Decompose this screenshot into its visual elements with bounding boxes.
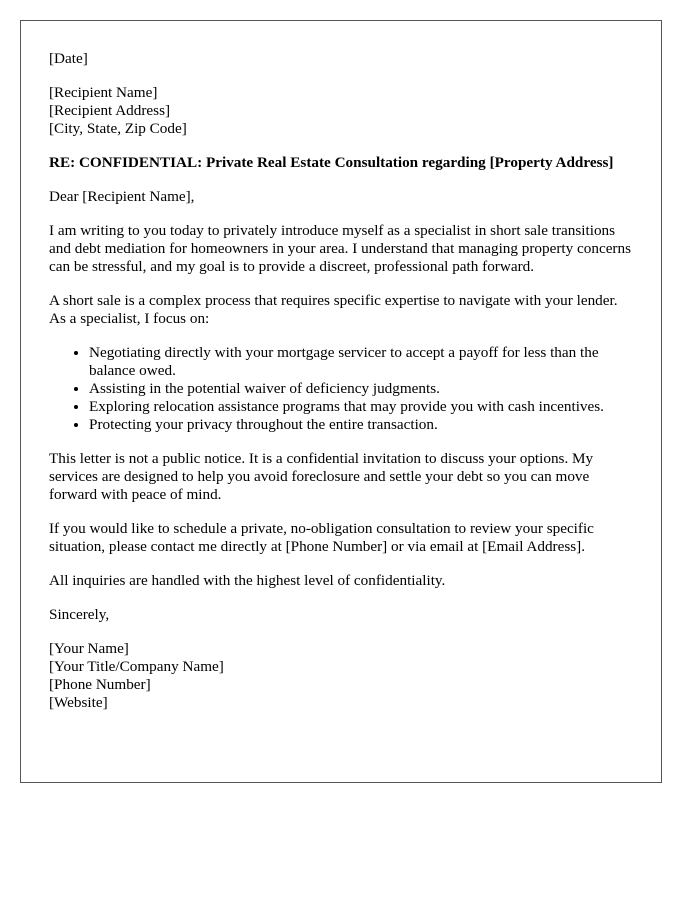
- list-item: • Exploring relocation assistance programs that may provide you with cash incentives.: [89, 398, 633, 416]
- recipient-name: [Recipient Name]: [49, 84, 158, 101]
- sender-phone: [Phone Number]: [49, 676, 151, 693]
- list-item: • Protecting your privacy throughout the entire transaction.: [89, 416, 633, 434]
- confidentiality-paragraph: All inquiries are handled with the highest level of confidentiality.: [49, 572, 446, 589]
- sender-title-company: [Your Title/Company Name]: [49, 658, 224, 675]
- sender-name: [Your Name]: [49, 640, 129, 657]
- list-item: • Assisting in the potential waiver of deficiency judgments.: [89, 380, 633, 398]
- letter-date: [Date]: [49, 50, 88, 67]
- process-paragraph: A short sale is a complex process that requires specific expertise to navigate with your lender. As a specialist, I focus on:: [49, 292, 618, 327]
- salutation: Dear [Recipient Name],: [49, 188, 195, 205]
- recipient-address: [Recipient Address]: [49, 102, 171, 119]
- signature-block: [49, 640, 633, 712]
- closing: Sincerely,: [49, 606, 110, 623]
- subject-line: RE: CONFIDENTIAL: Private Real Estate Consultation regarding [Property Address]: [49, 154, 614, 171]
- letter-page: [20, 20, 662, 783]
- notice-paragraph: This letter is not a public notice. It is a confidential invitation to discuss your options. My services are designed to help you avoid foreclosure and settle your debt so you can move forward with peace of mind.: [49, 450, 594, 503]
- recipient-address-block: [49, 84, 633, 138]
- contact-paragraph: If you would like to schedule a private, no-obligation consultation to review your specific situation, please contact me directly at [Phone Number] or via email at [Email Address].: [49, 520, 594, 555]
- recipient-city-state-zip: [City, State, Zip Code]: [49, 120, 187, 137]
- focus-list: [49, 344, 633, 434]
- sender-website: [Website]: [49, 694, 108, 711]
- intro-paragraph: I am writing to you today to privately introduce myself as a specialist in short sale transitions and debt mediation for homeowners in your area. I understand that managing property concerns can be stressful, and my goal is to provide a discreet, professional path forward.: [49, 222, 631, 275]
- list-item: • Negotiating directly with your mortgage servicer to accept a payoff for less than the balance owed.: [89, 344, 633, 380]
- date-block: [49, 50, 633, 68]
